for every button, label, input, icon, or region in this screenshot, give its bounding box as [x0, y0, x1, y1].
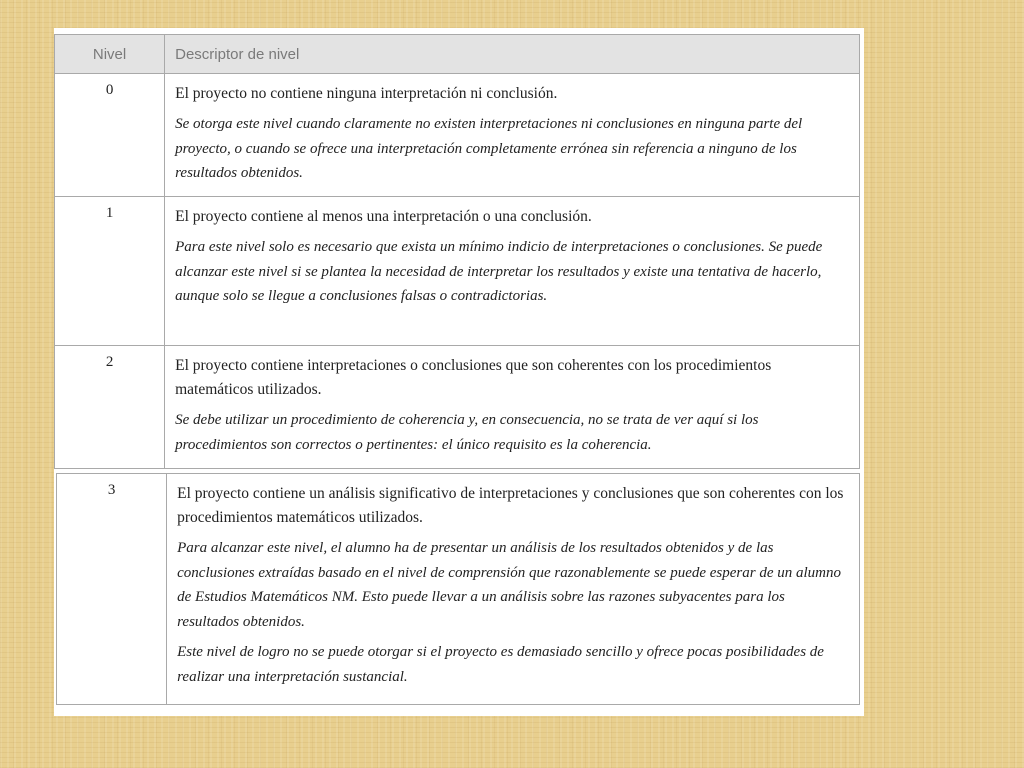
descriptor-lead: El proyecto no contiene ninguna interpretación ni conclusión.: [175, 85, 558, 102]
descriptor-note: Para alcanzar este nivel, el alumno ha de presentar un análisis de los resultados obtenidos y de las conclusiones extraídas basado en el nivel de comprensión que razonablemente se puede esperar de un alumno de Estudios Matemáticos NM. Esto puede llevar a un análisis sobre las razones subyacentes para los resultados obtenidos.: [177, 540, 842, 630]
descriptor-note: Para este nivel solo es necesario que exista un mínimo indicio de interpretaciones o conclusiones. Se puede alcanzar este nivel si se plantea la necesidad de interpretar los resultados y existe una tentativa de hacerlo, aunque solo se llegue a conclusiones falsas o contradictorias.: [175, 239, 823, 304]
level-number: 3: [57, 474, 167, 705]
level-descriptor: [165, 74, 860, 197]
level-number: 1: [55, 197, 165, 346]
header-descriptor: Descriptor de nivel: [165, 35, 860, 74]
level-number: 2: [55, 346, 165, 469]
level-number: 0: [55, 74, 165, 197]
level-descriptor: [167, 474, 860, 705]
rubric-table-continued: [56, 473, 860, 705]
descriptor-lead: El proyecto contiene un análisis significativo de interpretaciones y conclusiones que son coherentes con los procedimientos matemáticos utilizados.: [177, 485, 844, 526]
descriptor-note: Este nivel de logro no se puede otorgar si el proyecto es demasiado sencillo y ofrece pocas posibilidades de realizar una interpretación sustancial.: [177, 644, 824, 685]
level-descriptor: [165, 197, 860, 346]
descriptor-note: Se debe utilizar un procedimiento de coherencia y, en consecuencia, no se trata de ver aquí si los procedimientos son correctos o pertinentes: el único requisito es la coherencia.: [175, 412, 759, 453]
rubric-row-level-0: [55, 74, 860, 197]
descriptor-lead: El proyecto contiene interpretaciones o conclusiones que son coherentes con los procedimientos matemáticos utilizados.: [175, 357, 772, 398]
header-level: Nivel: [55, 35, 165, 74]
rubric-table: [54, 34, 860, 469]
rubric-row-level-2: [55, 346, 860, 469]
rubric-header-row: [55, 35, 860, 74]
descriptor-lead: El proyecto contiene al menos una interpretación o una conclusión.: [175, 208, 592, 225]
rubric-row-level-1: [55, 197, 860, 346]
descriptor-note: Se otorga este nivel cuando claramente no existen interpretaciones ni conclusiones en ninguna parte del proyecto, o cuando se ofrece una interpretación completamente errónea sin referencia a ninguno de los resultados obtenidos.: [175, 116, 803, 181]
level-descriptor: [165, 346, 860, 469]
rubric-row-level-3: [57, 474, 860, 705]
